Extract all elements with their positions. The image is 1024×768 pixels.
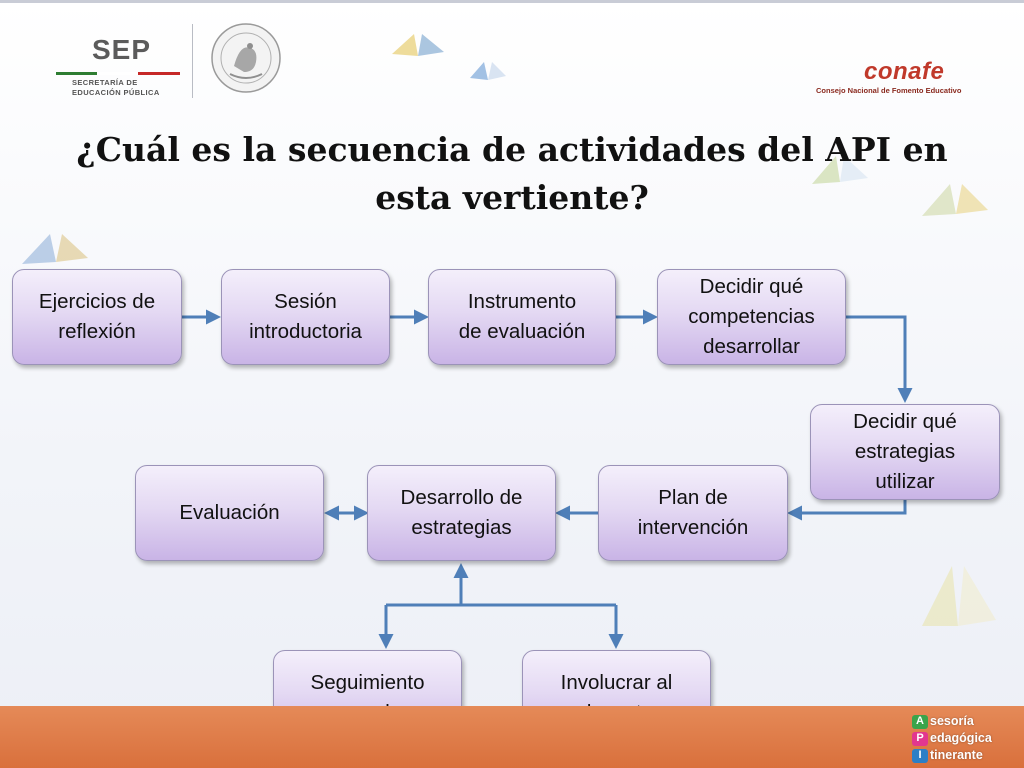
node-label-line: reflexión bbox=[58, 320, 136, 343]
node-label-line: Ejercicios de bbox=[38, 290, 156, 313]
node-decidir-competencias bbox=[657, 269, 846, 365]
node-desarrollo-de-estrategias bbox=[367, 465, 556, 561]
node-plan-de-intervencion bbox=[598, 465, 788, 561]
asesoria-line3: tinerante bbox=[930, 748, 983, 762]
sep-subtitle-line1: SECRETARÍA DE bbox=[72, 78, 138, 87]
node-label-line: de evaluación bbox=[458, 320, 586, 343]
conafe-wordmark: conafe bbox=[864, 58, 945, 85]
node-label-line: introductoria bbox=[249, 320, 362, 343]
node-label-line: Evaluación bbox=[179, 501, 280, 524]
sep-wordmark: SEP bbox=[92, 34, 152, 65]
conafe-subtitle: Consejo Nacional de Fomento Educativo bbox=[816, 86, 962, 95]
slide-title-line2: esta vertiente? bbox=[375, 178, 649, 217]
node-label-line: Plan de bbox=[658, 486, 728, 509]
node-decidir-estrategias bbox=[810, 404, 1000, 500]
badge-i-icon bbox=[912, 749, 928, 763]
node-label-line: estrategias bbox=[411, 516, 512, 539]
node-evaluacion bbox=[135, 465, 324, 561]
badge-letter: A bbox=[916, 715, 924, 727]
asesoria-pedagogica-logo bbox=[908, 712, 1020, 766]
badge-a-icon bbox=[912, 715, 928, 729]
node-label-line: competencias bbox=[688, 305, 815, 328]
badge-letter: P bbox=[916, 732, 924, 744]
asesoria-line1: sesoría bbox=[930, 714, 974, 728]
node-label-line: Instrumento bbox=[467, 290, 577, 313]
slide-title-line1: ¿Cuál es la secuencia de actividades del API en bbox=[76, 130, 948, 169]
node-label-line: Decidir qué bbox=[853, 410, 957, 433]
node-label-line: desarrollar bbox=[703, 335, 800, 358]
node-label-line: intervención bbox=[637, 516, 749, 539]
node-label-line: Seguimiento bbox=[310, 671, 425, 694]
node-label-line: Decidir qué bbox=[699, 275, 804, 298]
node-label-line: Desarrollo de bbox=[400, 486, 523, 509]
node-sesion-introductoria bbox=[221, 269, 390, 365]
badge-letter: I bbox=[918, 749, 922, 761]
node-ejercicios-de-reflexion bbox=[12, 269, 182, 365]
arrow-competencias-to-estrategias bbox=[846, 317, 905, 400]
arrow-estrategias-to-plan bbox=[790, 500, 905, 513]
asesoria-line2: edagógica bbox=[930, 731, 992, 745]
node-label-line: utilizar bbox=[875, 470, 935, 493]
node-label-line: Involucrar al bbox=[560, 671, 673, 694]
sep-subtitle-line2: EDUCACIÓN PÚBLICA bbox=[72, 88, 160, 97]
node-instrumento-de-evaluacion bbox=[428, 269, 616, 365]
node-label-line: Sesión bbox=[274, 290, 337, 313]
node-label-line: estrategias bbox=[854, 440, 956, 463]
badge-p-icon bbox=[912, 732, 928, 746]
footer-band bbox=[0, 706, 1024, 768]
